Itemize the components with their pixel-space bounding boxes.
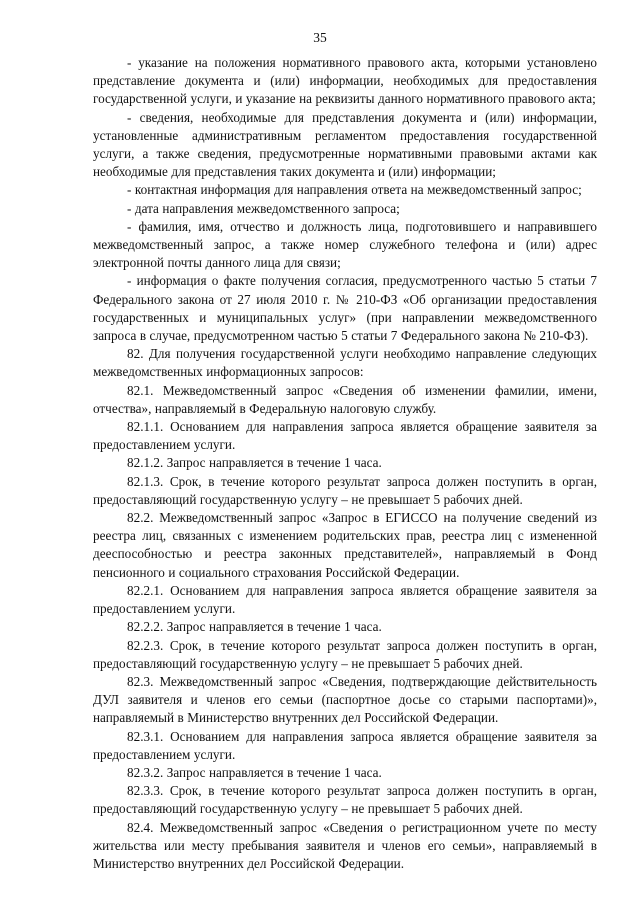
paragraph-82-1-2: 82.1.2. Запрос направляется в течение 1 часа. [127,455,382,471]
paragraph-82: 82. Для получения государственной услуги необходимо направление следующих межведомственных информационных запросов: [93,346,597,380]
paragraph-82-2: 82.2. Межведомственный запрос «Запрос в ЕГИССО на получение сведений из реестра лиц, связанных с изменением родительских прав, реестра лиц с измененной дееспособностью и реестра законных представителей», направляемый в Фонд пенсионного и социального страхования Российской Федерации. [93,510,597,580]
paragraph-responsible-person: - фамилия, имя, отчество и должность лица, подготовившего и направившего межведомственный запрос, а также номер служебного телефона и (или) адрес электронной почты данного лица для связи; [93,218,597,271]
paragraph-request-date: - дата направления межведомственного запроса; [127,200,400,216]
paragraph-contact-info: - контактная информация для направления ответа на межведомственный запрос; [127,182,582,198]
paragraph-82-2-3: 82.2.3. Срок, в течение которого результат запроса должен поступить в орган, предоставляющий государственную услугу – не превышает 5 рабочих дней. [93,637,597,671]
paragraph-82-3-2: 82.3.2. Запрос направляется в течение 1 часа. [127,764,382,780]
paragraph-82-1-3: 82.1.3. Срок, в течение которого результат запроса должен поступить в орган, предоставляющий государственную услугу – не превышает 5 рабочих дней. [93,473,597,507]
paragraph-82-1: 82.1. Межведомственный запрос «Сведения об изменении фамилии, имени, отчества», направляемый в Федеральную налоговую службу. [93,382,597,416]
paragraph-82-3-3: 82.3.3. Срок, в течение которого результат запроса должен поступить в орган, предоставляющий государственную услугу – не превышает 5 рабочих дней. [93,783,597,817]
paragraph-82-2-1: 82.2.1. Основанием для направления запроса является обращение заявителя за предоставлением услуги. [93,582,597,617]
paragraph-consent-info: - информация о факте получения согласия, предусмотренного частью 5 статьи 7 Федерального закона от 27 июля 2010 г. № 210-ФЗ «Об организации предоставления государственных и муниципальных услуг» (при направлении межведомственного запроса в случае, предусмотренном частью 5 статьи 7 Федерального закона № 210-ФЗ). [93,273,597,344]
page-number: 35 [313,30,327,45]
paragraph-82-2-2: 82.2.2. Запрос направляется в течение 1 часа. [127,619,382,635]
paragraph-82-4: 82.4. Межведомственный запрос «Сведения о регистрационном учете по месту жительства или месту пребывания заявителя и членов его семьи», направляемый в Министерство внутренних дел Российской Федерации. [93,819,597,871]
document-body [93,54,597,873]
paragraph-requisites: - указание на положения нормативного правового акта, которыми установлено представление документа и (или) информации, необходимых для предоставления государственной услуги, и указание на реквизиты данного нормативного правового акта; [93,55,597,107]
paragraph-required-info: - сведения, необходимые для представления документа и (или) информации, установленные административным регламентом предоставления государственной услуги, а также сведения, предусмотренные нормативными правовыми актами как необходимые для представления таких документа и (или) информации; [93,109,597,180]
paragraph-82-1-1: 82.1.1. Основанием для направления запроса является обращение заявителя за предоставлением услуги. [93,419,597,453]
paragraph-82-3: 82.3. Межведомственный запрос «Сведения, подтверждающие действительность ДУЛ заявителя и членов его семьи (паспортное досье со старыми паспортами)», направляемый в Министерство внутренних дел Российской Федерации. [93,673,597,726]
paragraph-82-3-1: 82.3.1. Основанием для направления запроса является обращение заявителя за предоставлением услуги. [93,728,597,762]
